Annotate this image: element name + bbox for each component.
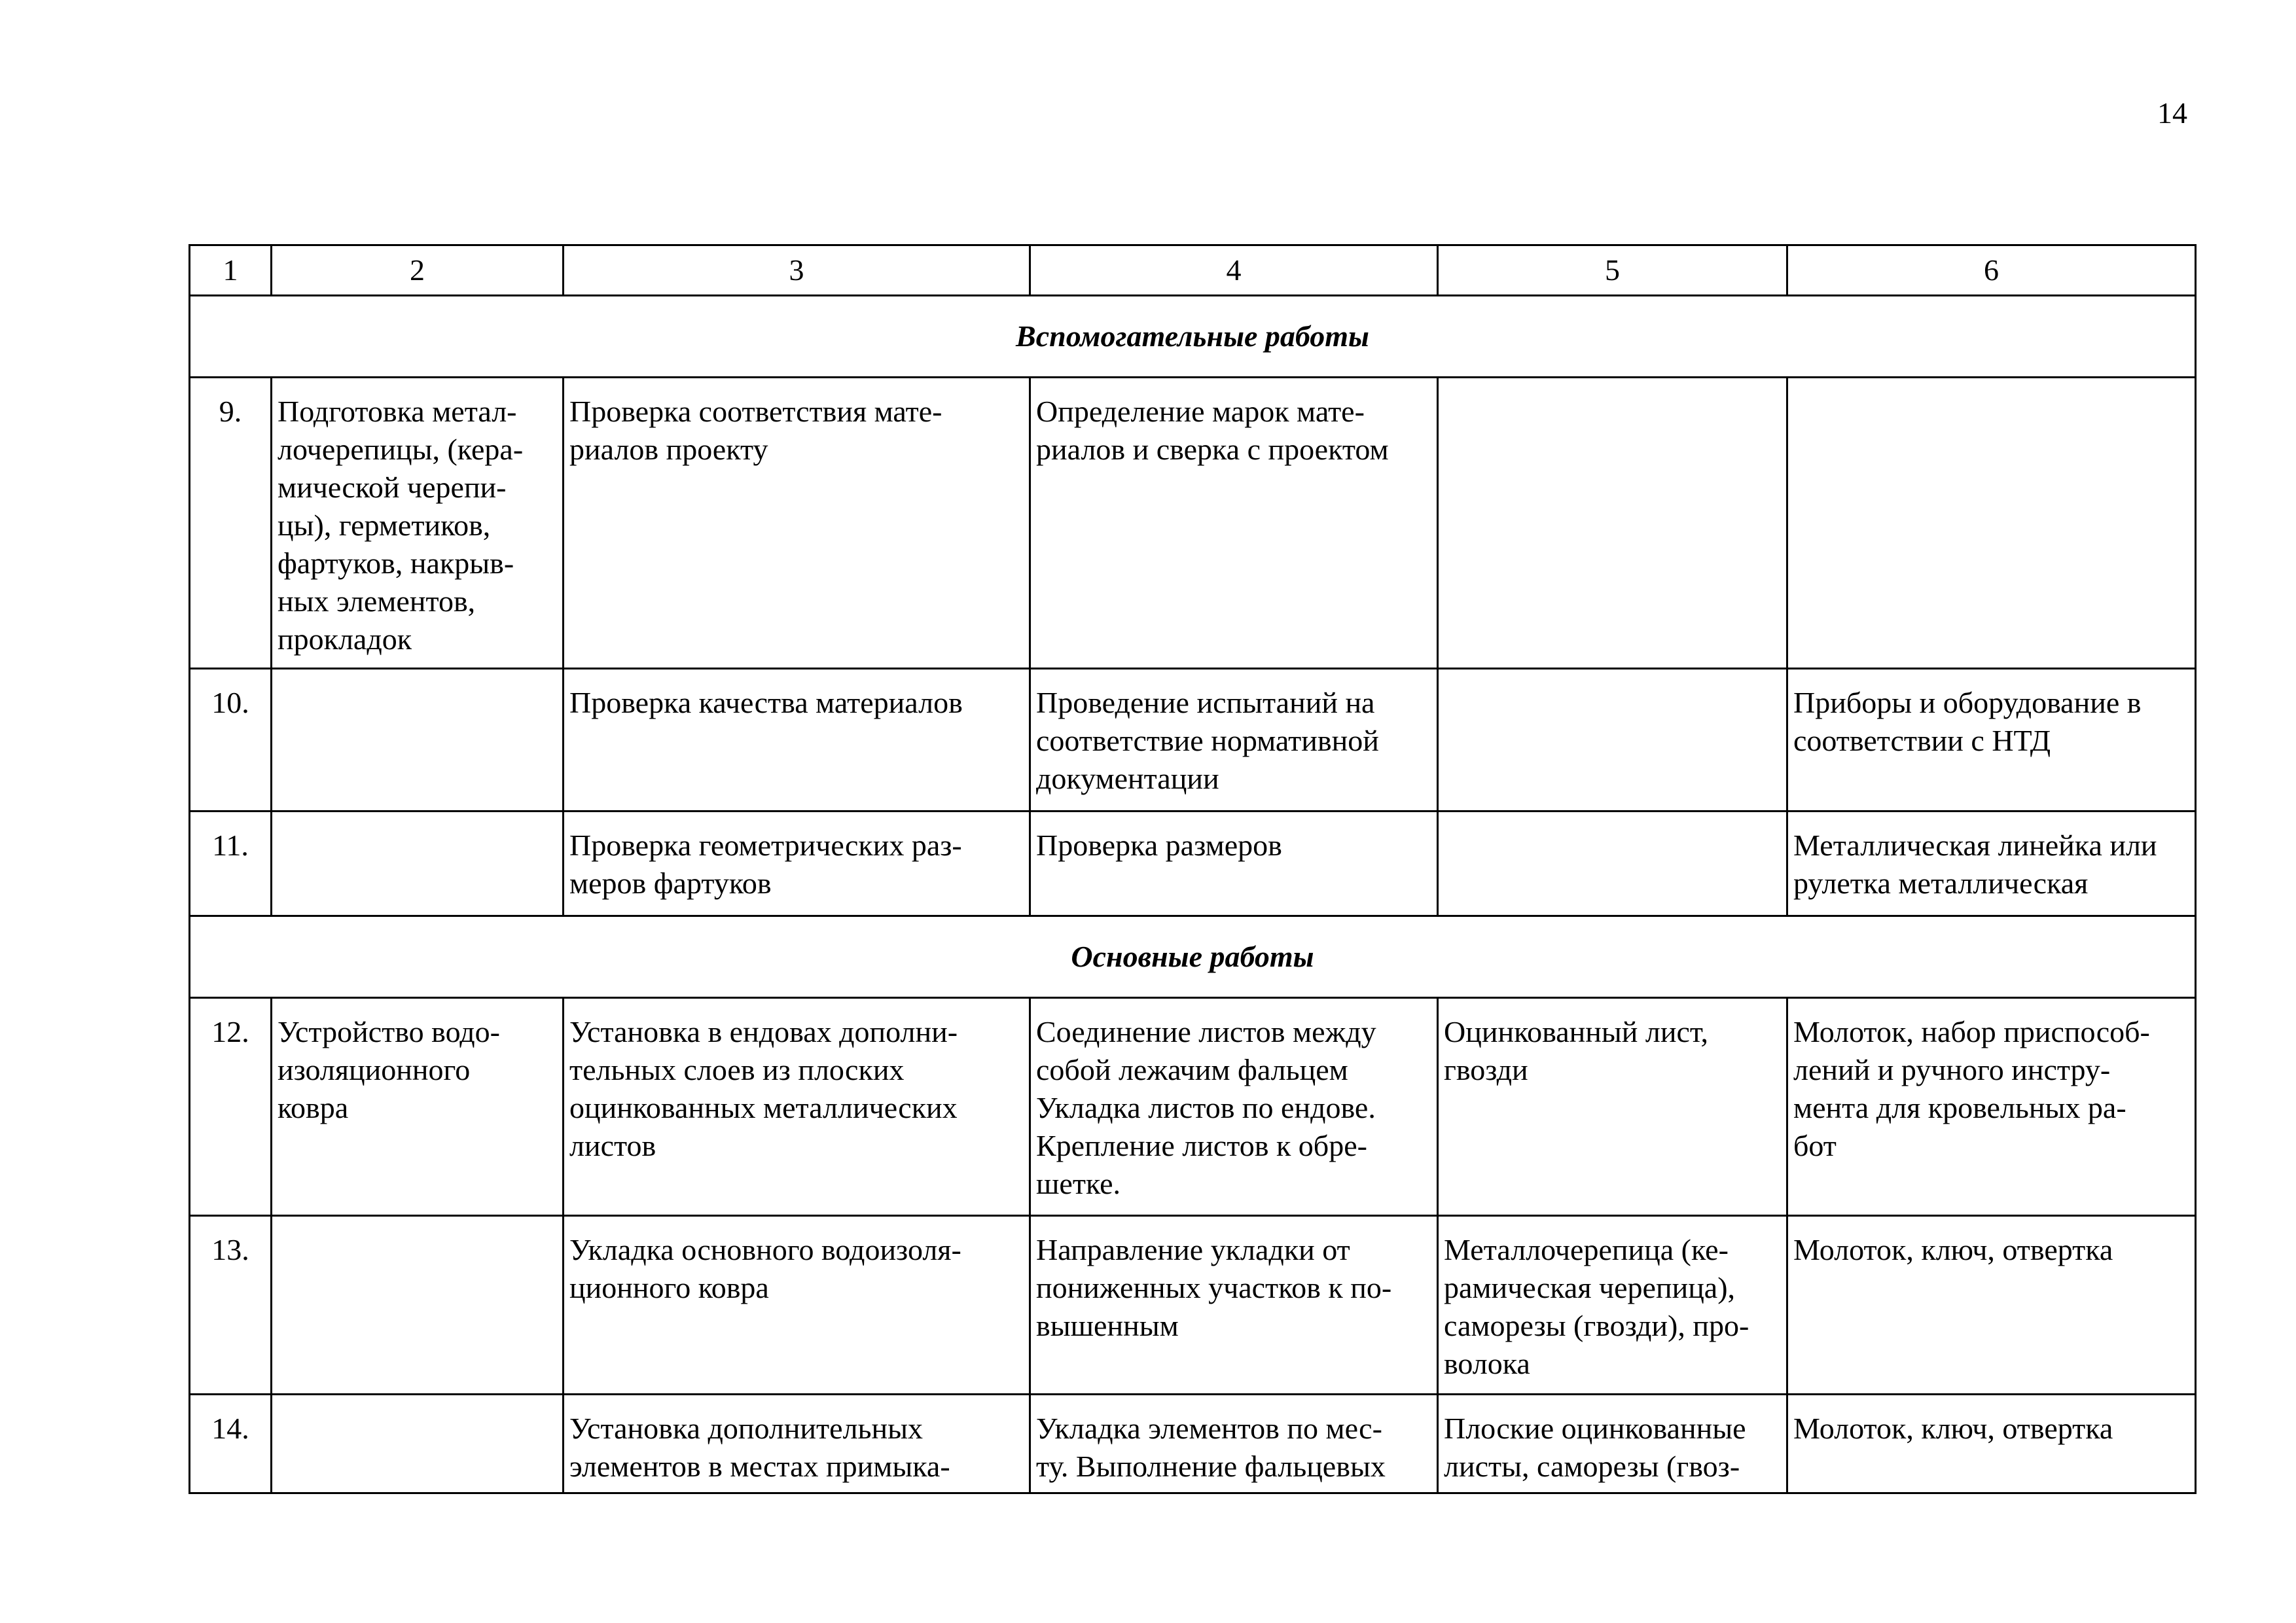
control-operation-cell: Проверка соответствия мате- риалов проекту: [564, 378, 1030, 669]
materials-cell: [1438, 378, 1787, 669]
row-number: 12.: [190, 998, 272, 1216]
tools-cell: Молоток, ключ, отвертка: [1787, 1395, 2196, 1493]
section-title: Основные работы: [190, 916, 2196, 998]
materials-cell: Металлочерепица (ке- рамическая черепица), саморезы (гвозди), про- волока: [1438, 1216, 1787, 1395]
row-number: 10.: [190, 669, 272, 812]
method-cell: Определение марок мате- риалов и сверка с проектом: [1030, 378, 1438, 669]
column-number-row: [190, 245, 2196, 296]
work-stage-cell: [272, 812, 564, 916]
method-cell: Направление укладки от пониженных участков к по- вышенным: [1030, 1216, 1438, 1395]
row-number: 13.: [190, 1216, 272, 1395]
table-row: [190, 1395, 2196, 1493]
materials-cell: Оцинкованный лист, гвозди: [1438, 998, 1787, 1216]
table-row: [190, 1216, 2196, 1395]
page-number: 14: [2157, 96, 2187, 130]
section-header: [190, 296, 2196, 378]
materials-cell: [1438, 812, 1787, 916]
method-cell: Проверка размеров: [1030, 812, 1438, 916]
table-row: [190, 378, 2196, 669]
table-row: [190, 998, 2196, 1216]
control-operation-cell: Укладка основного водоизоля- ционного ковра: [564, 1216, 1030, 1395]
table-row: [190, 669, 2196, 812]
work-stage-cell: [272, 1395, 564, 1493]
method-cell: Соединение листов между собой лежачим фальцем Укладка листов по ендове. Крепление листов к обре- шетке.: [1030, 998, 1438, 1216]
row-number: 11.: [190, 812, 272, 916]
section-header: [190, 916, 2196, 998]
column-number: 5: [1438, 245, 1787, 296]
tools-cell: Молоток, набор приспособ- лений и ручного инстру- мента для кровельных ра- бот: [1787, 998, 2196, 1216]
work-table: [188, 244, 2197, 1494]
control-operation-cell: Установка в ендовах дополни- тельных слоев из плоских оцинкованных металлических листов: [564, 998, 1030, 1216]
materials-cell: Плоские оцинкованные листы, саморезы (гвоз-: [1438, 1395, 1787, 1493]
section-title: Вспомогательные работы: [190, 296, 2196, 378]
materials-cell: [1438, 669, 1787, 812]
column-number: 3: [564, 245, 1030, 296]
table-row: [190, 812, 2196, 916]
control-operation-cell: Проверка геометрических раз- меров фартуков: [564, 812, 1030, 916]
tools-cell: Молоток, ключ, отвертка: [1787, 1216, 2196, 1395]
row-number: 14.: [190, 1395, 272, 1493]
column-number: 1: [190, 245, 272, 296]
method-cell: Проведение испытаний на соответствие нормативной документации: [1030, 669, 1438, 812]
control-operation-cell: Установка дополнительных элементов в местах примыка-: [564, 1395, 1030, 1493]
work-stage-cell: [272, 1216, 564, 1395]
tools-cell: Приборы и оборудование в соответствии с НТД: [1787, 669, 2196, 812]
column-number: 2: [272, 245, 564, 296]
work-stage-cell: Подготовка метал- лочерепицы, (кера- мической черепи- цы), герметиков, фартуков, накрыв- ных элементов, прокладок: [272, 378, 564, 669]
tools-cell: Металлическая линейка или рулетка металлическая: [1787, 812, 2196, 916]
control-operation-cell: Проверка качества материалов: [564, 669, 1030, 812]
row-number: 9.: [190, 378, 272, 669]
work-stage-cell: Устройство водо- изоляционного ковра: [272, 998, 564, 1216]
method-cell: Укладка элементов по мес- ту. Выполнение фальцевых: [1030, 1395, 1438, 1493]
tools-cell: [1787, 378, 2196, 669]
column-number: 6: [1787, 245, 2196, 296]
column-number: 4: [1030, 245, 1438, 296]
work-stage-cell: [272, 669, 564, 812]
